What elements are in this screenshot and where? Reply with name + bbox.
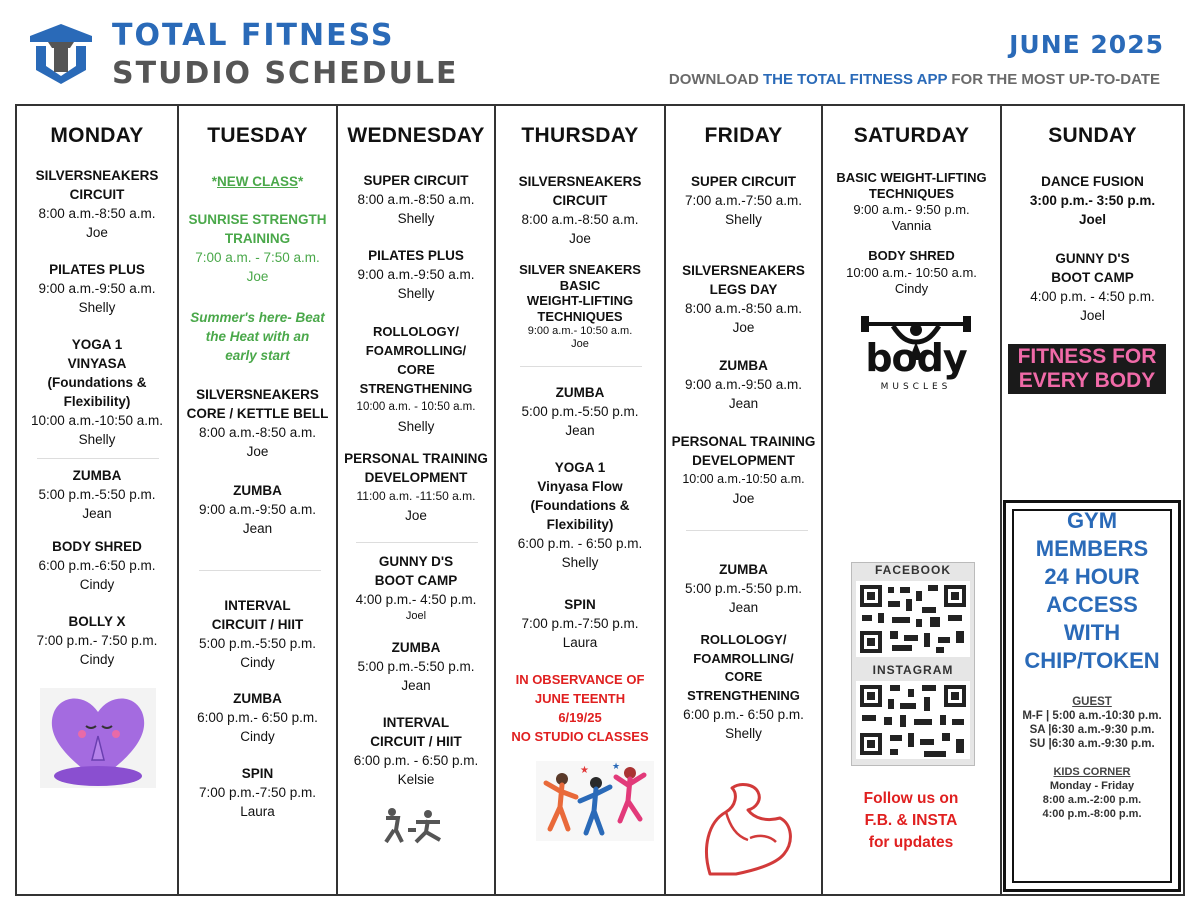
notice-line: IN OBSERVANCE OF [515,672,645,687]
class-block [17,466,177,523]
kids-line: 8:00 a.m.-2:00 p.m. [1042,794,1142,806]
divider [686,530,808,531]
class-instructor: Joe [86,225,108,240]
gym-line: WITH [1063,620,1121,645]
class-time: 11:00 a.m. -11:50 a.m. [356,489,476,503]
class-instructor: Joe [732,491,755,506]
day-name-tuesday: TUESDAY [207,124,308,147]
class-name: DEVELOPMENT [364,470,468,485]
dancers-icon [536,761,654,841]
class-instructor: Kelsie [397,772,435,787]
class-block [17,335,177,449]
notice-line: JUNE TEENTH [534,691,626,706]
class-instructor: Shelly [78,300,116,315]
instagram-qr-code[interactable] [852,679,974,765]
class-name: BOLLY X [68,614,126,629]
day-name-friday: FRIDAY [704,124,783,147]
class-block [338,171,494,228]
class-instructor: Jean [401,678,431,693]
class-block [666,356,821,413]
promo-text [179,308,336,365]
class-time: 9:00 a.m.-9:50 a.m. [198,502,317,517]
class-instructor: Jean [82,506,112,521]
class-name: ZUMBA [719,562,768,577]
class-name: PILATES PLUS [368,248,464,263]
class-instructor: Joe [732,320,755,335]
class-name: (Foundations & [530,498,630,513]
class-instructor: Joe [569,231,591,246]
class-name: ZUMBA [233,483,282,498]
header-title: TOTAL FITNESS [112,18,395,53]
kids-line: Monday - Friday [1049,780,1135,792]
class-block [666,631,821,743]
gym-line: GYM [1066,508,1118,533]
social-qr-codes [851,562,975,766]
body-muscles-logo [857,316,975,396]
class-time: 7:00 a.m.-7:50 a.m. [684,193,803,208]
class-block [338,322,494,436]
class-name: CORE [397,362,435,377]
download-note [669,71,1160,88]
banner-line: EVERY BODY [1018,369,1156,392]
class-block [823,170,1000,233]
class-block [17,612,177,669]
class-name: SILVERSNEAKERS [518,174,642,189]
class-name: CIRCUIT [552,193,608,208]
class-time: 9:00 a.m.- 10:50 a.m. [527,325,633,337]
class-name: DEVELOPMENT [692,453,795,468]
class-name: SPIN [564,597,596,612]
promo-line: Summer's here- Beat [190,310,325,325]
class-name: STRENGTHENING [687,687,800,703]
divider [356,542,478,543]
class-instructor: Shelly [725,212,762,227]
class-instructor: Cindy [79,652,115,667]
class-block [666,261,821,337]
notice-line: 6/19/25 [558,710,602,725]
guest-heading: GUEST [1072,696,1112,708]
class-name: INTERVAL [224,598,291,613]
class-time: 10:00 a.m.-10:50 a.m. [682,472,805,486]
class-instructor: Jean [728,600,759,615]
class-instructor: Joe [405,508,427,523]
column-thursday [496,106,666,894]
holiday-notice [496,670,664,746]
class-instructor: Vannia [891,218,932,233]
class-name: BASIC WEIGHT-LIFTING [836,170,987,185]
class-time: 6:00 p.m.- 6:50 p.m. [197,710,318,725]
guest-line: SU |6:30 a.m.-9:30 p.m. [1029,738,1155,750]
class-name: SUNRISE STRENGTH [188,212,327,227]
class-time: 9:00 a.m.-9:50 a.m. [684,377,803,392]
column-friday [666,106,823,894]
class-block [823,248,1000,296]
column-saturday [823,106,1002,894]
class-name: BODY SHRED [52,539,142,554]
class-name: BOOT CAMP [1051,270,1134,285]
class-block [338,246,494,303]
gym-access-box [1003,500,1181,892]
class-name: LEGS DAY [709,282,778,297]
header-subtitle: STUDIO SCHEDULE [112,56,459,91]
class-name: TRAINING [224,231,291,246]
class-name: SUPER CIRCUIT [363,173,469,188]
class-name: TECHNIQUES [868,185,955,201]
qr-label-instagram: INSTAGRAM [872,663,954,677]
flexed-arm-icon [696,778,798,878]
header-month: JUNE 2025 [1009,30,1164,59]
fitness-for-every-body-banner [1008,344,1166,394]
class-time: 9:00 a.m.-9:50 a.m. [38,281,156,296]
guest-line: M-F | 5:00 a.m.-10:30 p.m. [1022,710,1162,722]
class-block [496,595,664,652]
follow-line: Follow us on [863,790,959,807]
class-time: 9:00 a.m.- 9:50 p.m. [853,202,970,217]
class-time: 4:00 p.m. - 4:50 p.m. [1030,289,1155,304]
follow-line: F.B. & INSTA [864,812,958,829]
class-time: 8:00 a.m.-8:50 a.m. [521,212,639,227]
class-name: SPIN [241,766,274,781]
class-name: SILVER SNEAKERS [519,262,641,277]
divider [37,458,159,459]
day-name-saturday: SATURDAY [853,124,970,147]
qr-label-facebook: FACEBOOK [874,563,951,577]
follow-line: for updates [868,834,954,851]
class-time: 5:00 p.m.-5:50 p.m. [684,581,803,596]
notice-line: NO STUDIO CLASSES [511,729,649,744]
new-class-prefix: * [211,174,217,189]
class-name: PERSONAL TRAINING [671,434,816,449]
class-name: YOGA 1 [554,460,606,475]
studio-logo-icon [28,22,94,84]
class-time: 5:00 p.m.-5:50 p.m. [198,636,317,651]
class-instructor: Shelly [725,726,762,741]
class-name: FOAMROLLING/ [693,650,794,666]
class-block [666,560,821,617]
class-name: CIRCUIT / HIIT [370,734,462,749]
download-suffix: FOR THE MOST UP-TO-DATE [947,71,1160,88]
class-block [17,537,177,594]
class-name: FOAMROLLING/ [365,343,467,358]
class-name: ZUMBA [719,358,768,373]
new-class-label [179,172,336,191]
class-time: 6:00 p.m. - 6:50 p.m. [517,536,643,551]
class-block [338,449,494,525]
class-time: 10:00 a.m. - 10:50 a.m. [356,401,476,413]
class-block [179,481,336,538]
class-name: TECHNIQUES [537,308,623,324]
class-instructor: Shelly [561,555,599,570]
class-block [179,596,336,672]
day-name-thursday: THURSDAY [521,124,639,147]
class-name: Flexibility) [546,517,614,532]
promo-line: early start [225,348,290,363]
class-name: GUNNY D'S [378,554,454,569]
gym-line: 24 HOUR [1044,564,1140,589]
kids-heading: KIDS CORNER [1053,766,1131,778]
class-time: 5:00 p.m.-5:50 p.m. [357,659,475,674]
class-name: ZUMBA [391,640,441,655]
class-block [338,713,494,789]
class-time: 5:00 p.m.-5:50 p.m. [38,487,156,502]
promo-line: the Heat with an [205,329,310,344]
class-block [496,458,664,572]
class-block [1002,172,1183,229]
class-time: 7:00 p.m.- 7:50 p.m. [36,633,158,648]
kids-corner-hours [1006,765,1178,821]
class-name: CORE [724,669,763,684]
class-name: GUNNY D'S [1055,251,1130,266]
class-instructor: Laura [562,635,598,650]
class-instructor: Cindy [894,280,929,296]
class-instructor: Joe [246,444,269,459]
class-block [1002,249,1183,325]
gym-line: MEMBERS [1035,536,1149,561]
class-name: SILVERSNEAKERS [35,168,159,183]
class-time: 3:00 p.m.- 3:50 p.m. [1029,193,1156,208]
class-name: BODY SHRED [868,248,955,263]
class-name: (Foundations & [47,375,147,390]
class-time: 8:00 a.m.-8:50 a.m. [198,425,317,440]
class-block [496,383,664,440]
logo-word: body [865,336,967,380]
class-time: 8:00 a.m.-8:50 a.m. [38,206,156,221]
gym-access-title [1006,507,1178,675]
class-instructor: Jean [565,423,595,438]
class-block [17,166,177,242]
class-time: 8:00 a.m.-8:50 a.m. [684,301,803,316]
class-name: DANCE FUSION [1041,174,1144,189]
class-instructor: Joel [1078,212,1106,227]
class-instructor: Cindy [240,655,275,670]
class-name: YOGA 1 [71,337,123,352]
class-name: STRENGTHENING [359,381,473,396]
class-name: CORE / KETTLE BELL [186,406,329,421]
class-block [338,638,494,695]
column-wednesday [338,106,496,894]
class-time: 10:00 a.m.- 10:50 a.m. [846,264,977,280]
class-name: PERSONAL TRAINING [344,451,488,466]
class-time: 10:00 a.m.-10:50 a.m. [30,413,164,428]
download-app-link[interactable]: THE TOTAL FITNESS APP [763,71,948,88]
svg-text:★: ★ [580,765,589,776]
class-instructor: Laura [240,804,275,819]
column-tuesday [179,106,338,894]
class-name: VINYASA [67,356,127,371]
class-name: CIRCUIT / HIIT [211,617,304,632]
gym-line: CHIP/TOKEN [1024,648,1160,673]
class-instructor: Shelly [397,211,435,226]
svg-text:★: ★ [612,762,621,772]
class-name: ROLLOLOGY/ [373,324,459,339]
class-name: Flexibility) [63,394,131,409]
class-name: ZUMBA [555,385,605,400]
day-name-sunday: SUNDAY [1048,124,1137,147]
class-block [179,764,336,821]
class-time: 6:00 p.m. - 6:50 p.m. [353,753,479,768]
class-block [179,689,336,746]
class-instructor: Shelly [397,286,435,301]
class-block [666,432,821,508]
class-instructor: Joe [246,269,269,284]
class-name: SUPER CIRCUIT [690,174,796,189]
class-instructor: Cindy [79,577,115,592]
class-instructor: Cindy [240,729,275,744]
class-instructor: Shelly [397,419,435,434]
class-time: 8:00 a.m.-8:50 a.m. [357,192,475,207]
class-block [17,260,177,317]
class-time: 6:00 p.m.- 6:50 p.m. [683,707,804,722]
class-name: SILVERSNEAKERS [196,387,319,402]
class-name: BOOT CAMP [374,573,458,588]
class-name: CIRCUIT [69,187,125,202]
class-name: Vinyasa Flow [537,479,623,494]
class-block [338,552,494,624]
class-block [496,172,664,248]
class-block [179,385,336,461]
logo-sub: MUSCLES [880,382,952,392]
class-name: SILVERSNEAKERS [682,263,805,278]
divider [520,366,642,367]
class-name: ROLLOLOGY/ [700,632,787,647]
day-name-monday: MONDAY [50,124,144,147]
column-monday [17,106,179,894]
banner-line: FITNESS FOR [1017,345,1157,368]
day-name-wednesday: WEDNESDAY [347,124,485,147]
class-block [496,262,664,351]
divider [199,570,321,571]
class-time: 7:00 a.m. - 7:50 a.m. [195,250,320,265]
workout-figures-icon [380,806,454,846]
new-class-suffix: * [298,174,304,189]
class-time: 4:00 p.m.- 4:50 p.m. [355,592,477,607]
class-time: 7:00 p.m.-7:50 p.m. [521,616,639,631]
follow-us-note [838,788,984,854]
class-name: PILATES PLUS [49,262,145,277]
class-instructor: Joe [571,338,589,350]
class-instructor: Jean [242,521,273,536]
guest-line: SA |6:30 a.m.-9:30 p.m. [1029,724,1155,736]
new-class-text: NEW CLASS [217,174,298,189]
class-name: INTERVAL [382,715,450,730]
class-name: WEIGHT-LIFTING [526,293,634,308]
class-block [666,172,821,229]
class-block [179,210,336,286]
gym-line: ACCESS [1046,592,1138,617]
class-name: BASIC [559,277,601,293]
class-name: ZUMBA [233,691,282,706]
class-instructor: Joel [1080,308,1105,323]
class-time: 5:00 p.m.-5:50 p.m. [521,404,639,419]
class-instructor: Jean [728,396,759,411]
class-instructor: Joel [405,610,427,622]
class-name: ZUMBA [72,468,122,483]
class-instructor: Shelly [78,432,116,447]
kids-line: 4:00 p.m.-8:00 p.m. [1042,808,1142,820]
class-time: 9:00 a.m.-9:50 a.m. [357,267,475,282]
download-prefix: DOWNLOAD [668,71,764,88]
facebook-qr-code[interactable] [852,579,974,663]
class-time: 6:00 p.m.-6:50 p.m. [38,558,156,573]
class-time: 7:00 p.m.-7:50 p.m. [198,785,317,800]
guest-hours [1006,695,1178,751]
meditating-heart-icon [40,688,156,788]
